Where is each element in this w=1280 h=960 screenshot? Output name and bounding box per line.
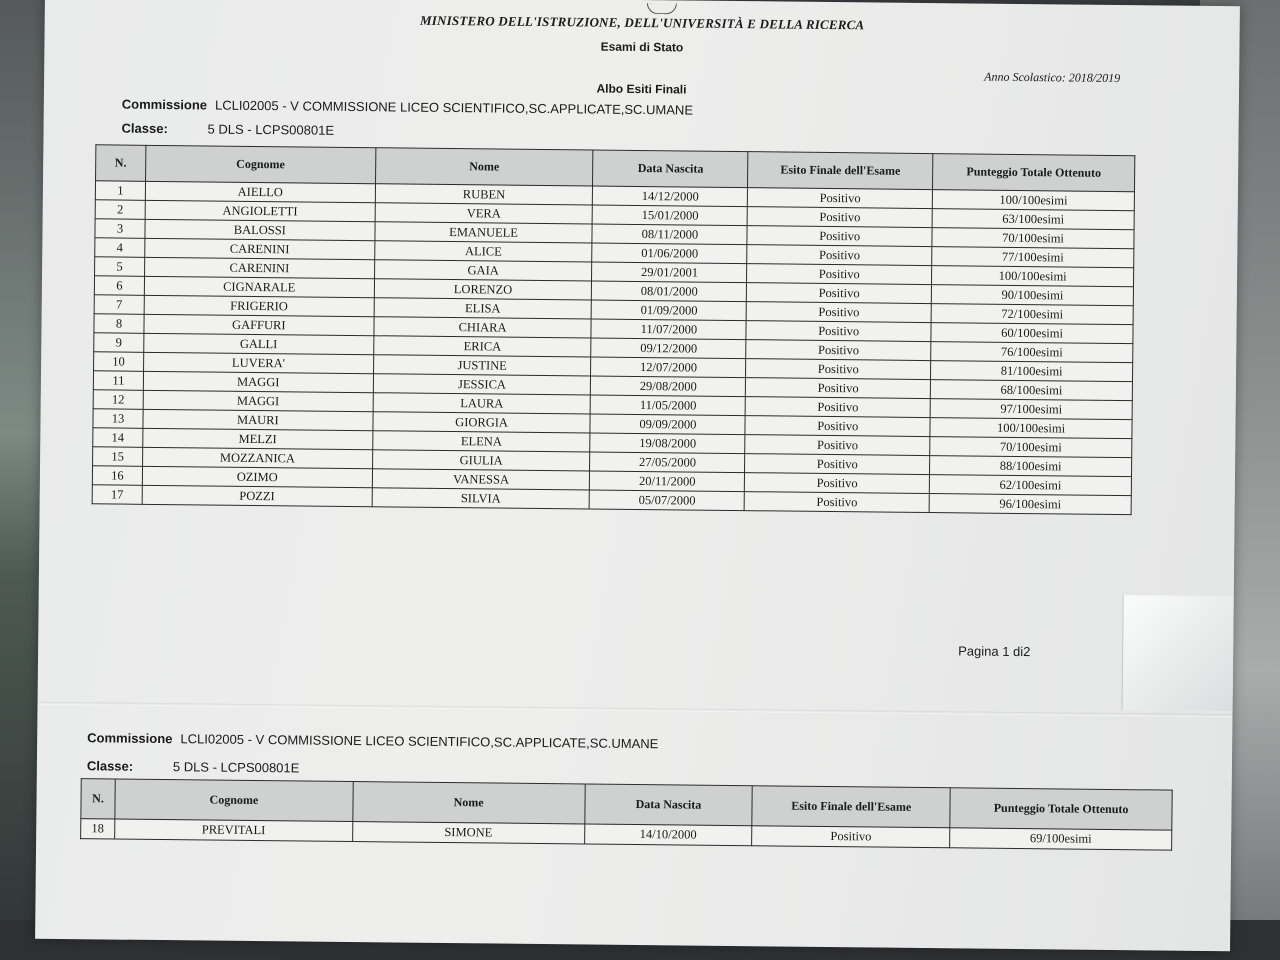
page2-commission-label: Commissione <box>87 730 173 747</box>
cell-birthdate: 05/07/2000 <box>590 490 745 511</box>
cell-surname: LUVERA' <box>143 352 373 373</box>
cell-score: 70/100esimi <box>932 228 1134 249</box>
cell-outcome: Positivo <box>746 378 931 399</box>
report-title: Albo Esiti Finali <box>596 81 687 97</box>
cell-number: 13 <box>93 409 143 429</box>
school-year: Anno Scolastico: 2018/2019 <box>984 69 1121 86</box>
cell-name: ERICA <box>373 336 591 357</box>
cell-outcome: Positivo <box>745 397 930 418</box>
cell-score: 81/100esimi <box>931 361 1133 382</box>
commission-value: LCLI02005 - V COMMISSIONE LICEO SCIENTIFICO,SC.APPLICATE,SC.UMANE <box>214 97 694 118</box>
cell-score: 63/100esimi <box>932 209 1134 230</box>
cell-surname: CARENINI <box>144 257 374 278</box>
col-header-surname: Cognome <box>145 145 375 183</box>
page2-col-header-birthdate: Data Nascita <box>584 784 752 826</box>
page-separator <box>38 702 1233 718</box>
cell-number: 2 <box>95 200 145 220</box>
page2-results-table <box>80 778 1173 850</box>
cell-outcome: Positivo <box>746 321 931 342</box>
cell-outcome: Positivo <box>752 826 950 848</box>
cell-name: LAURA <box>373 393 591 414</box>
cell-birthdate: 12/07/2000 <box>591 357 746 378</box>
cell-score: 72/100esimi <box>931 304 1133 325</box>
cell-name: ELISA <box>374 298 592 319</box>
cell-number: 18 <box>81 819 115 839</box>
cell-outcome: Positivo <box>745 473 930 494</box>
cell-outcome: Positivo <box>745 454 930 475</box>
cell-number: 9 <box>94 333 144 353</box>
cell-number: 3 <box>95 219 145 239</box>
cell-name: EMANUELE <box>375 222 593 243</box>
page2-class-value: 5 DLS - LCPS00801E <box>172 759 300 776</box>
cell-surname: GALLI <box>144 333 374 354</box>
cell-birthdate: 11/07/2000 <box>591 319 746 340</box>
cell-birthdate: 19/08/2000 <box>590 433 745 454</box>
cell-number: 7 <box>94 295 144 315</box>
cell-birthdate: 15/01/2000 <box>593 205 748 226</box>
cell-birthdate: 09/09/2000 <box>590 414 745 435</box>
cell-score: 60/100esimi <box>931 323 1133 344</box>
cell-name: VANESSA <box>372 469 590 490</box>
cell-score: 76/100esimi <box>931 342 1133 363</box>
cell-surname: ANGIOLETTI <box>145 200 375 221</box>
cell-number: 1 <box>95 181 145 201</box>
cell-name: ALICE <box>374 241 592 262</box>
cell-birthdate: 01/09/2000 <box>592 300 747 321</box>
commission-label: Commissione <box>121 96 208 113</box>
cell-number: 16 <box>92 466 142 486</box>
cell-name: GIORGIA <box>373 412 591 433</box>
page2-commission-value: LCLI02005 - V COMMISSIONE LICEO SCIENTIFICO,SC.APPLICATE,SC.UMANE <box>180 731 659 752</box>
col-header-outcome: Esito Finale dell'Esame <box>748 152 933 190</box>
cell-surname: FRIGERIO <box>144 295 374 316</box>
cell-score: 70/100esimi <box>930 437 1132 458</box>
cell-number: 14 <box>93 428 143 448</box>
cell-birthdate: 29/08/2000 <box>591 376 746 397</box>
cell-name: JESSICA <box>373 374 591 395</box>
emblem-icon <box>647 3 677 14</box>
cell-score: 97/100esimi <box>930 399 1132 420</box>
cell-birthdate: 29/01/2001 <box>592 262 747 283</box>
cell-birthdate: 27/05/2000 <box>590 452 745 473</box>
cell-outcome: Positivo <box>746 340 931 361</box>
cell-outcome: Positivo <box>746 302 931 323</box>
printed-sheet <box>35 0 1240 951</box>
cell-surname: MELZI <box>143 428 373 449</box>
cell-score: 96/100esimi <box>929 494 1131 515</box>
col-header-name: Nome <box>375 148 593 186</box>
cell-outcome: Positivo <box>745 416 930 437</box>
cell-number: 12 <box>93 390 143 410</box>
cell-surname: OZIMO <box>142 466 372 487</box>
col-header-score: Punteggio Totale Ottenuto <box>933 154 1135 192</box>
page2-col-header-name: Nome <box>353 782 585 824</box>
cell-name: VERA <box>375 203 593 224</box>
page2-col-header-surname: Cognome <box>115 779 353 821</box>
cell-number: 15 <box>93 447 143 467</box>
cell-score: 88/100esimi <box>930 456 1132 477</box>
cell-birthdate: 08/01/2000 <box>592 281 747 302</box>
cell-surname: AIELLO <box>145 181 375 202</box>
cell-name: LORENZO <box>374 279 592 300</box>
cell-score: 68/100esimi <box>930 380 1132 401</box>
class-line <box>121 121 334 138</box>
cell-birthdate: 08/11/2000 <box>592 224 747 245</box>
page2-col-header-score: Punteggio Totale Ottenuto <box>950 788 1172 830</box>
col-header-number: N. <box>96 145 146 182</box>
col-header-birthdate: Data Nascita <box>593 150 748 188</box>
cell-outcome: Positivo <box>746 359 931 380</box>
page2-class-line <box>87 758 300 775</box>
cell-surname: MAURI <box>143 409 373 430</box>
exam-subtitle: Esami di Stato <box>600 39 684 55</box>
cell-birthdate: 14/10/2000 <box>584 824 752 846</box>
cell-surname: GAFFURI <box>144 314 374 335</box>
cell-outcome: Positivo <box>748 188 933 209</box>
cell-surname: MAGGI <box>143 371 373 392</box>
cell-surname: MAGGI <box>143 390 373 411</box>
cell-name: JUSTINE <box>373 355 591 376</box>
cell-birthdate: 14/12/2000 <box>593 186 748 207</box>
cell-birthdate: 09/12/2000 <box>591 338 746 359</box>
cell-number: 8 <box>94 314 144 334</box>
cell-score: 100/100esimi <box>932 190 1134 211</box>
cell-score: 69/100esimi <box>950 828 1172 850</box>
cell-surname: CARENINI <box>145 238 375 259</box>
cell-name: SILVIA <box>372 488 590 509</box>
cell-name: ELENA <box>372 431 590 452</box>
cell-name: GAIA <box>374 260 592 281</box>
cell-number: 5 <box>95 257 145 277</box>
cell-surname: POZZI <box>142 485 372 506</box>
cell-name: SIMONE <box>352 822 584 844</box>
class-label: Classe: <box>121 120 168 137</box>
cell-score: 90/100esimi <box>931 285 1133 306</box>
cell-birthdate: 11/05/2000 <box>591 395 746 416</box>
cell-surname: BALOSSI <box>145 219 375 240</box>
class-value: 5 DLS - LCPS00801E <box>207 121 335 138</box>
cell-number: 11 <box>93 371 143 391</box>
cell-birthdate: 01/06/2000 <box>592 243 747 264</box>
page-indicator: Pagina 1 di2 <box>958 643 1031 660</box>
cell-outcome: Positivo <box>747 207 932 228</box>
cell-name: CHIARA <box>374 317 592 338</box>
cell-number: 17 <box>92 485 142 505</box>
ministry-title: MINISTERO DELL'ISTRUZIONE, DELL'UNIVERSITÀ E DELLA RICERCA <box>419 12 865 33</box>
results-table <box>92 144 1136 515</box>
cell-outcome: Positivo <box>744 492 929 513</box>
cell-birthdate: 20/11/2000 <box>590 471 745 492</box>
cell-outcome: Positivo <box>747 264 932 285</box>
cell-score: 77/100esimi <box>932 247 1134 268</box>
adhesive-tape <box>1122 595 1234 711</box>
cell-name: GIULIA <box>372 450 590 471</box>
cell-outcome: Positivo <box>747 226 932 247</box>
cell-outcome: Positivo <box>747 245 932 266</box>
cell-score: 100/100esimi <box>932 266 1134 287</box>
cell-number: 10 <box>94 352 144 372</box>
page2-col-header-number: N. <box>81 779 115 819</box>
cell-number: 4 <box>95 238 145 258</box>
page2-col-header-outcome: Esito Finale dell'Esame <box>752 786 950 828</box>
cell-name: RUBEN <box>375 184 593 205</box>
cell-surname: PREVITALI <box>115 819 353 841</box>
page2-commission-line <box>87 730 658 751</box>
cell-surname: CIGNARALE <box>144 276 374 297</box>
cell-outcome: Positivo <box>747 283 932 304</box>
cell-score: 62/100esimi <box>929 475 1131 496</box>
page2-class-label: Classe: <box>86 758 134 774</box>
commission-line <box>122 97 693 118</box>
cell-surname: MOZZANICA <box>142 447 372 468</box>
cell-score: 100/100esimi <box>930 418 1132 439</box>
cell-number: 6 <box>94 276 144 296</box>
cell-outcome: Positivo <box>745 435 930 456</box>
